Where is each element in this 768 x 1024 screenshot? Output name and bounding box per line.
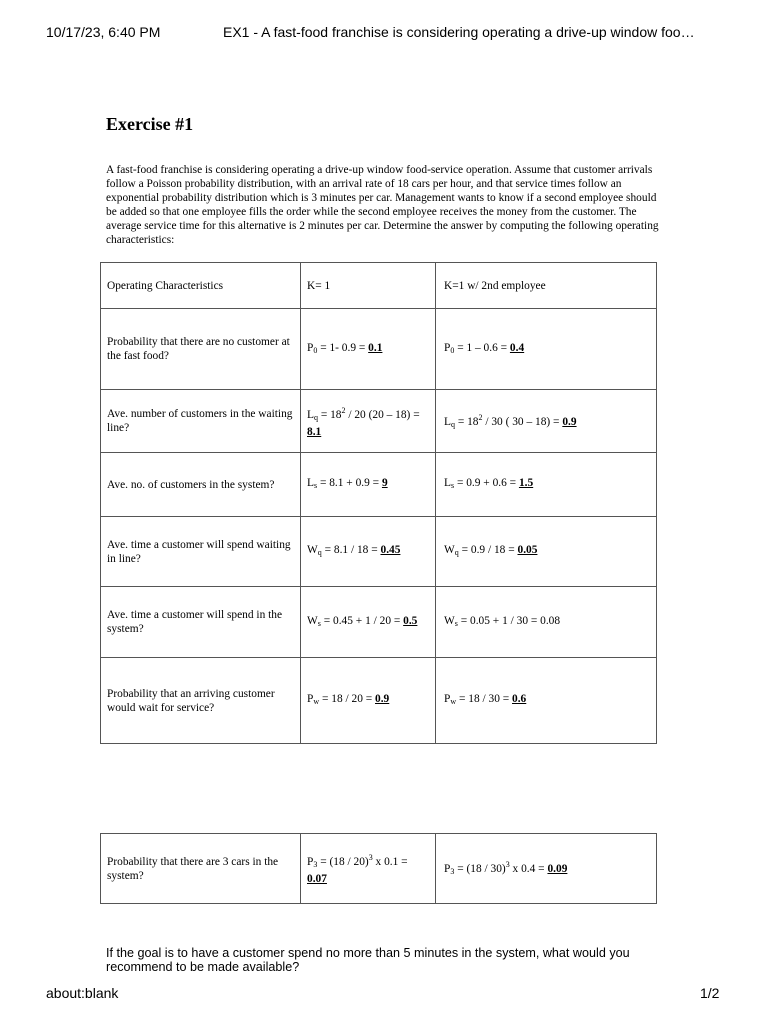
header-cell: K= 1 — [301, 263, 436, 309]
k1-value: $W_s = 0.45 + 1 / 20 = 0.5$ — [301, 587, 436, 658]
k2-value: $W_s = 0.05 + 1 / 30 = 0.08$ — [436, 587, 657, 658]
k2-value: $W_q = 0.9 / 18 = 0.05$ — [436, 517, 657, 587]
row-label: Probability that there are no customer at the fast food? — [101, 309, 301, 390]
k1-value: $P_0 = 1-$ 0.9 = 0.1 — [301, 309, 436, 390]
k1-value: $L_q = 18^2 / 20$ (20 – 18) = 8.1 — [301, 390, 436, 453]
table-row — [101, 587, 657, 658]
row-label: Ave. no. of customers in the system? — [101, 453, 301, 517]
k1-value: $L_s = 8.1 + 0.9 = 9$ — [301, 453, 436, 517]
row-label: Ave. time a customer will spend in the system? — [101, 587, 301, 658]
k1-value: $W_q = 8.1 / 18 = 0.45$ — [301, 517, 436, 587]
three-cars-table — [100, 833, 657, 904]
page-number: 1/2 — [700, 985, 720, 1001]
row-label: Ave. time a customer will spend waiting in line? — [101, 517, 301, 587]
table-row — [101, 658, 657, 744]
table-header-row — [101, 263, 657, 309]
k1-value: $P_3 = (18 / 20)^3$ x 0.1 = 0.07 — [301, 834, 436, 904]
row-label: Probability that an arriving customer would wait for service? — [101, 658, 301, 744]
operating-characteristics-table — [100, 262, 657, 744]
recommendation-question: If the goal is to have a customer spend no more than 5 minutes in the system, what would you recommend to be made available? — [106, 946, 630, 974]
k1-value: $P_w = 18 / 20 = 0.9$ — [301, 658, 436, 744]
k2-value: $P_w = 18 / 30 = 0.6$ — [436, 658, 657, 744]
table-row — [101, 309, 657, 390]
print-datetime: 10/17/23, 6:40 PM — [46, 24, 161, 40]
row-label: Probability that there are 3 cars in the system? — [101, 834, 301, 904]
header-cell: Operating Characteristics — [101, 263, 301, 309]
k2-value: $P_3 = (18 / 30)^3$ x 0.4 = 0.09 — [436, 834, 657, 904]
exercise-intro: A fast-food franchise is considering operating a drive-up window food-service operation. Assume that customer arrivals follow a Poisson probability distribution, with an arrival rate of 18 cars per hour, and that service times follow an exponential probability distribution which is 3 minutes per car. Management wants to know if a second employee should be added so that one employee fills the order while the second employee receives the money from the customer. The average service time for this alternative is 2 minutes per car. Determine the answer by computing the following operating characteristics: — [106, 164, 659, 246]
table-row — [101, 834, 657, 904]
table-row — [101, 390, 657, 453]
row-label: Ave. number of customers in the waiting line? — [101, 390, 301, 453]
k2-value: $P_0 = 1 - 0.6 = 0.4$ — [436, 309, 657, 390]
table-row — [101, 453, 657, 517]
table-row — [101, 517, 657, 587]
k2-value: $L_s = 0.9 + 0.6 = 1.5$ — [436, 453, 657, 517]
print-page-title: EX1 - A fast-food franchise is considering operating a drive-up window foo… — [223, 24, 695, 40]
header-cell: K=1 w/ 2nd employee — [436, 263, 657, 309]
print-url: about:blank — [46, 985, 119, 1001]
exercise-title: Exercise #1 — [106, 114, 194, 134]
k2-value: $L_q = 18^2 / 30$ ( 30 – 18) = 0.9 — [436, 390, 657, 453]
